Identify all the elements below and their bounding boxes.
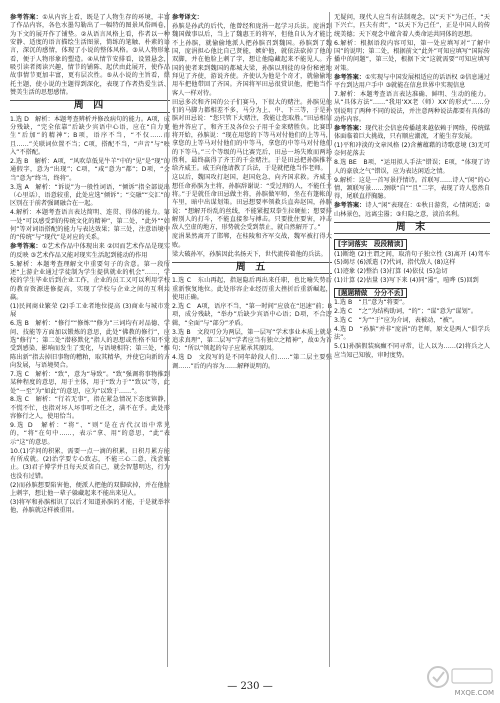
paragraph-text: (1)计算 (2)估量 (3)写下来 (4)同“嚣”，喧哗 (5)回到	[334, 276, 479, 284]
paragraph-text: 4.选 D 文段写的是不同年龄段人们……“第二层主要强调……”后的内容为……解释说明的。	[172, 354, 332, 370]
paragraph-text: 1.选 D 解析：本题考查辨析并修改病句的能力。A项，成分残缺，“完全依靠”后缺少宾语中心语，应在“自力更生”后加“的精神”；B项，语序不当，“不仅……而且……”关联词位置不当；C项，搭配不当，“声音”与“映入”不搭配。	[10, 115, 170, 157]
paragraph-text: 庞涓果然离开了邯郸，在桂陵和齐军交战，魏军被打得大败。	[172, 233, 332, 249]
paragraph-text: 10.(1)学问的积累，需要一点一滴的积累，日积月累方能有所成就。(2)治学要专心致志，不能三心二意，浅尝辄止。(3)君子博学并且每天反省自己，就会智慧明达，行为也没有过错。	[10, 447, 170, 480]
paragraph	[334, 74, 490, 91]
paragraph	[172, 99, 332, 174]
paragraph-text: 孙膑是孙武的后代，他曾经和庞涓一起学习兵法。庞涓到魏国做事以后，当上了魏惠王的将军，但他自认为才能比不上孙膑，就偷偷地派人把孙膑召到魏国。孙膑到了魏国，庞涓担心他比自己贤能，嫉妒他，就依法砍掉了他的双脚，并在他脸上刺了字，想让他隐藏起来不能见人。齐国的使者来到魏国的都城大梁，孙膑以刑徒的身份秘密地拜见了齐使，游说齐使。齐使认为他是个奇才，就偷偷地用车把他带回了齐国。齐国将军田忌很赏识他，把他当作客人一样对待。	[172, 22, 332, 97]
paragraph-text: ①艺术作品中体现出来 ②因而艺术作品是现实的反映 ③艺术作品又能对现实生活起到能动的作用	[10, 243, 171, 259]
paragraph	[334, 326, 490, 343]
paragraph-text: ①实现与中国发展相适应的话语权 ②信息通过平台到达用户手中 ③就能在信息世界中实现信息	[334, 73, 490, 89]
paragraph	[334, 40, 490, 73]
paragraph	[10, 209, 170, 242]
paragraph	[172, 23, 332, 98]
paragraph	[10, 14, 170, 97]
paragraph-text: 1.选 B “且”意为“将要”。	[334, 299, 409, 307]
paragraph	[334, 142, 490, 159]
paragraph-text: (2)而孙膑想要陷害他，便派人把他的双脚砍掉，并在他脸上刺字，想让他一辈子躲藏起来不能出来见人。	[10, 481, 170, 498]
paragraph-text: 8.选 C 解析：“行若无事”，指在紧急情况下态度镇静，不慌不忙，也指对坏人坏事听之任之，满不在乎。此处形容修行之人，使用恰当。	[10, 396, 170, 421]
page-number: — 230 —	[227, 681, 273, 692]
text-column-left	[10, 14, 170, 516]
answer-label: 参考译文：	[172, 14, 203, 21]
paragraph	[172, 14, 332, 22]
paragraph	[172, 354, 332, 371]
paragraph-text: (1)迹象 (2)整治 (3)打算 (4)依仗 (5)急切	[334, 267, 448, 275]
answer-label: 参考答案：	[10, 14, 43, 21]
paragraph	[10, 158, 170, 183]
paragraph	[334, 308, 490, 316]
answer-label: 参考答案：	[10, 243, 42, 251]
column-divider	[167, 12, 168, 667]
column-divider	[329, 12, 330, 667]
answer-label: 参考答案：	[334, 202, 366, 210]
paragraph	[334, 91, 490, 124]
paragraph-text: 现代社会信息传播越来越依赖于网络，传统媒体面临着巨大挑战，只有顺应潮流，才能生存发展。	[334, 124, 491, 141]
paragraph-text: 无疑问，现代人应当有法制观念，以“天下”为己任，“天下兴亡，匹夫有责”，“以天下为己任”，正是中国人的传统美德；天下观念中蕴含着人类命运共同体的思想。	[334, 14, 490, 38]
paragraph	[10, 116, 170, 158]
paragraph-text: 3.选 C “为”“于”应为介词，表被动，“被”。	[334, 317, 459, 325]
boxed-subheading: [字词落实 段段精读]	[334, 239, 407, 249]
paragraph	[10, 396, 170, 421]
paragraph	[172, 277, 332, 302]
section-heading: 周 四	[10, 100, 170, 112]
paragraph	[172, 174, 332, 232]
paragraph	[10, 448, 170, 481]
paragraph-text: 5.(1)孙膑假装疯癫不同寻常，让人以为……(2)将兵之人应当知己知彼，审时度势。	[334, 343, 490, 359]
paragraph-text: (3)将军和孙膑相识了以后才知道孙膑的才能，于是就举荐他，孙膑就这样被重用。	[10, 498, 170, 515]
paragraph	[334, 125, 490, 142]
paragraph	[10, 184, 170, 209]
boxed-subheading-row	[334, 286, 490, 299]
paragraph-text: 9.解析：这是一首写景抒情诗。首联写……诗人“闲”的心情，颔联写景……颈联“自”“且”二字，表现了诗人悠然自得，尾联直抒胸臆。	[334, 176, 490, 201]
paragraph	[334, 268, 490, 276]
paragraph	[10, 422, 170, 447]
paragraph-text: 2.选 C A项，语序不当，“第一时间”应放在“迅速”前；B项，成分残缺，“举办”后缺少宾语中心语；D项，不合逻辑，“全面”与“部分”矛盾。	[172, 302, 332, 327]
text-column-right	[334, 14, 490, 361]
paragraph	[334, 277, 490, 285]
paragraph-text: 6.解析：根据语段内容可知，第一处应填写对“了解中国”的说明；第二处，根据前文“此外”可知应填写“国际传播中的问题”，第三处，根据下文“这就需要”可知应填写对策。	[334, 39, 490, 72]
paragraph-text: 7.选 C 解析：“致”，意为“导致”。“致”强调将事物推到某种程度的意思，用于主体，用于“致力于”“致以”等，此处“一至”为“如此”的意思，应为“以致于……”。	[10, 370, 170, 395]
paragraph	[172, 329, 332, 354]
boxed-subheading: [题题精做 分分不丢]	[334, 288, 407, 298]
paragraph	[334, 251, 490, 268]
paragraph-text: 9.选 D 解析：“将”、“则”是在古代汉语中常见的，“将”在句中……，表示“拿、用”的意思，“此”表示“这”的意思。	[10, 422, 170, 446]
paragraph	[334, 299, 490, 307]
section-heading: 周 五	[172, 262, 332, 274]
text-column-middle	[172, 14, 332, 371]
answer-label: 参考答案：	[334, 124, 366, 132]
paragraph	[10, 320, 170, 370]
paragraph-text: 1.选 C 东山再起，指退隐后再出来任职，也比喻失势后重新恢复地位。此处形容企业经历重大挫折后重新崛起，使用正确。	[172, 277, 332, 301]
paragraph-text: 诗人“闲”表现在：①秋日游赏，心情闲适；②山林景色，远离尘嚣；③归隐之意，淡泊名利。	[334, 202, 491, 218]
paragraph	[10, 261, 170, 303]
paragraph	[10, 243, 170, 260]
boxed-subheading-row	[334, 237, 490, 250]
paragraph	[172, 233, 332, 250]
paragraph	[334, 177, 490, 202]
paragraph-text: 6.选 B 解析：“修行”“修炼”“修为”三词均有对品德、学问、技能等方面加以锻炼的意思，此处“佛教的修行”，应选“修行”；第二处“潜移默化”指人的思想或性格不知不觉受到感染、影响而发生了变化，与语境相符；第三处，“推陈出新”指去掉旧事物的糟粕，取其精华，并使它向新的方向发展，与语境契合。	[10, 320, 170, 369]
paragraph	[172, 251, 332, 259]
watermark-text: MXQE.COM	[454, 689, 494, 697]
paragraph-text: (1)民间商业繁荣 (2)手工业者地位提高 (3)商业与城市发展	[10, 302, 170, 319]
paragraph-text: 3.选 B 文段可分为两层，第一层写“学术事业本质上就是追求真理”，第二层写“学者应当有独立之精神”，故①为首句；“所以”领起的句子应紧承其原因。	[172, 328, 332, 353]
paragraph-text: (1)平和冲淡的文章风格 (2)含蓄蕴藉的诗歌意境 (3)无可奈何花落去	[334, 142, 490, 158]
paragraph-text: 4.选 D “孙膑”并非“庞涓”的老师，原文是两人“俱学兵法”。	[334, 326, 490, 342]
paragraph-text: 田忌多次和齐国的公子们赛马，下很大的赌注。孙膑见他们的马脚力都相差不多，马分为上、中、下三等，于是孙膑对田忌说：“您只管下大赌注，我能让您取胜。”田忌相信他并答应了，和齐王及各位公子用千金来赌胜负。比赛即将开始，孙膑说：“现在用您的下等马对付他们的上等马，拿您的上等马对付他们的中等马，拿您的中等马对付他们的下等马。”三个等级的马比赛完后，田忌一场失败而两场胜利，最终赢得了齐王的千金赌注。于是田忌把孙膑推荐给齐威王。威王向他请教了兵法，于是就把他当作老师。	[172, 98, 332, 173]
paragraph	[10, 499, 170, 516]
paragraph-text: 8.选 BE B项，“运用拟人手法”错误；E项，“体现了诗人的豪放之气”错误，应为表达闲适之情。	[334, 159, 490, 175]
paragraph-text: 2.选 B 解析：A项，“风吹草低见牛羊”中的“见”是“现”的通假字，意为“出现”；C项，“咸”意为“都”；D项，“会当”意为“终当，终将”。	[10, 158, 170, 182]
paragraph	[334, 317, 490, 325]
paragraph	[172, 303, 332, 328]
paragraph	[10, 303, 170, 320]
paragraph	[334, 14, 490, 39]
paragraph	[334, 159, 490, 176]
paragraph-text: (1)断绝 (2)主谓之间，取消句子独立性 (3)离开 (4)驾车 (5)竭尽 (6)派遣 (7)代词，指代敌人 (8)这样	[334, 250, 490, 267]
paragraph-text: ①从内容上看，既是了人物生存的环境，丰富了作品内容，各色水墨勾勒出了一幅特的图景风俗画卷，为下文的展开作了铺垫。②从语言风格上看，作者以一种安静、适度的语言描绘生活图景，简练的笔触、朴素的语言，深沉的感情，体现了小说的整体风格。③从人物形象看，便于人物形象的塑造。④从情节安排看，设置悬念，吸引读者阅读兴趣，情节的铺陈、起伏由此展开，使作品故事情节更加丰富，更有层次性。⑤从小说的主旨看，烘托主题，使小说的主题得到深化，表现了作者热爱生活、赞美生活的思想感情。	[10, 14, 171, 97]
paragraph-text: 3.选 A 解析：“诉说”为一般性词语，“倾诉”指全部说出（心里话），语意较重，此处应选“倾诉”；“交融”“交汇”的区别在于前者强调融合在一起。	[10, 183, 170, 208]
section-heading: 周 末	[334, 222, 490, 234]
paragraph-text: 2.选 C “之”为结构助词，“的”；“谋”意为“谋划”。	[334, 308, 478, 316]
paragraph-text: 5.解析：本题考查理解文中重要句子的含意。第一段所述“上游企业通过学徒制为学生提供就业的机会”……，学校的学生毕业后到企业工作，企业的员工又可以利用学校的教育资源进修提高，实现了学校与企业之间的互利共赢。	[10, 260, 170, 301]
paragraph	[10, 371, 170, 396]
paragraph	[334, 343, 490, 360]
paragraph	[334, 202, 490, 219]
answer-label: 参考答案：	[334, 73, 366, 81]
paragraph-text: 这以后，魏国攻打赵国，赵国危急，向齐国求救。齐威王想任命孙膑为主将，孙膑辞谢说：“受过刑的人，不能任主将。”于是就任命田忌做主将，孙膑做军师，坐在有篷帐的车里，暗中出谋划策。田忌想要率领救兵直奔赵国，孙膑说：“想解开纷乱的丝线，不能紧握双拳生拉硬扯；想要排解别人的打斗，不能直接参与搏击。只要批住要害，冲击敌人空虚的地方，形势就会受到禁止，就自然解开了。”	[172, 174, 332, 232]
paragraph-text: 4.解析：本题考查语言表达简明、连贯、得体的能力。第一处“可以感受到的传统文化的精神”，第二处，“此外”“如何”等对词语搭配的能力与表达效果；第三处，注意语境中的“传统”与“现代”是对应的关系。	[10, 209, 170, 242]
paragraph-text: 梁大破孙军，孙膑因此名扬天下，世代流传着他的兵法。	[172, 250, 327, 258]
paragraph	[10, 482, 170, 499]
paragraph-text: 7.解析：本题考查语言表达准确、鲜明、生动的能力。从“具体方法”……“我用‘XX老（师）XX’的形式”……分别说明了两种不同的说法，并注意两种说法都要有具体的动作内容。	[334, 90, 490, 123]
